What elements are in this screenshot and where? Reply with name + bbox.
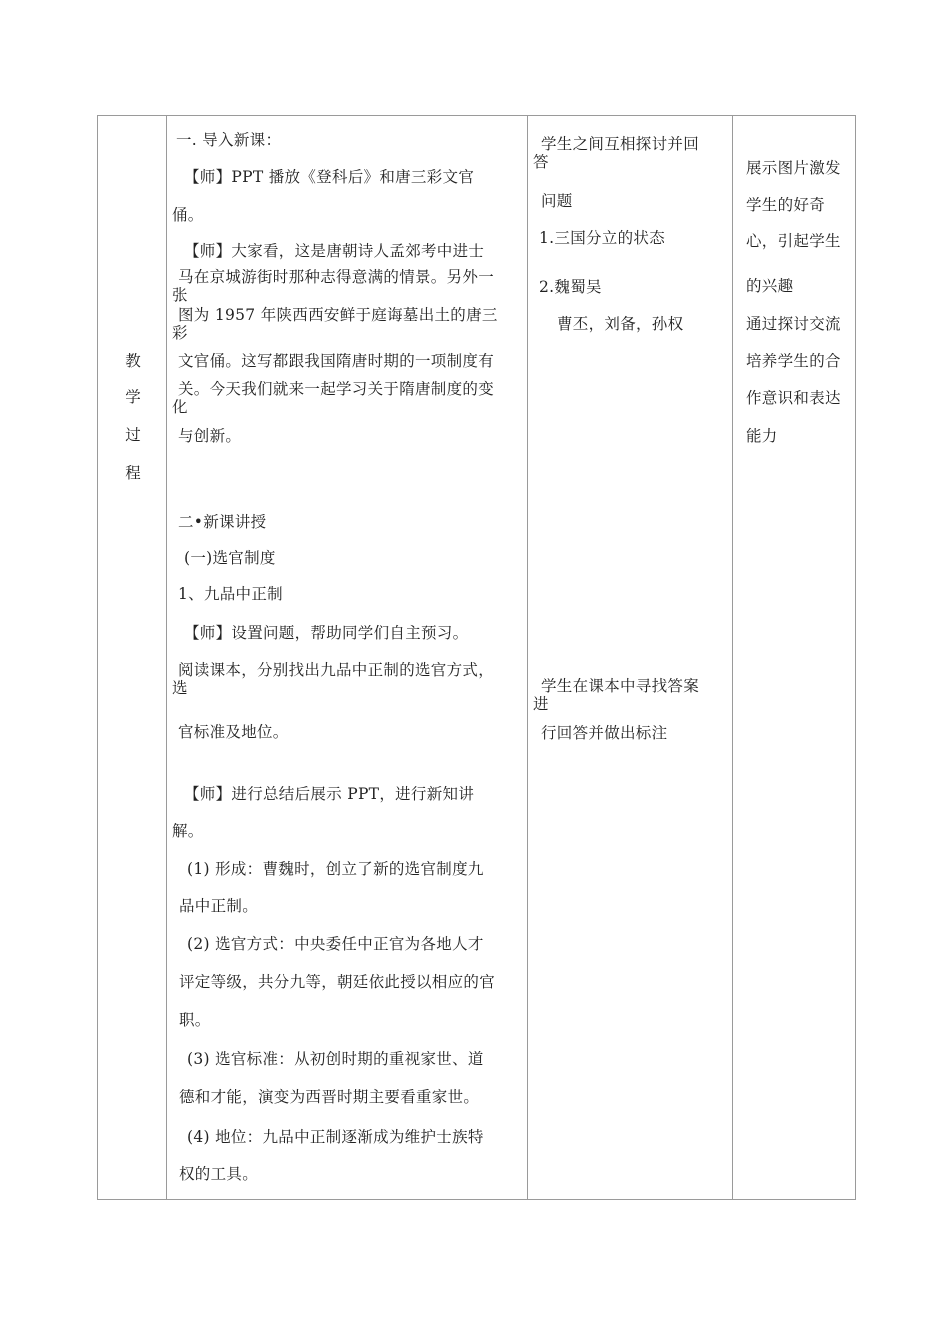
text-line: 【师】PPT 播放《登科后》和唐三彩文官 xyxy=(184,168,475,186)
text-line: 关。今天我们就来一起学习关于隋唐制度的变 xyxy=(178,380,495,398)
text-line: 的兴趣 xyxy=(746,277,794,295)
text-line: 马在京城游街时那种志得意满的情景。另外一 xyxy=(178,268,495,286)
text-line: 心，引起学生 xyxy=(746,232,841,250)
text-line: (1) 形成：曹魏时，创立了新的选官制度九 xyxy=(187,860,484,878)
text-line: 官标准及地位。 xyxy=(178,723,289,741)
text-line: 文官俑。这写都跟我国隋唐时期的一项制度有 xyxy=(178,352,495,370)
text-line: 行回答并做出标注 xyxy=(541,724,668,742)
text-line: 学生在课本中寻找答案 xyxy=(541,677,700,695)
text-line: 解。 xyxy=(172,822,204,840)
text-line: 学生之间互相探讨并回 xyxy=(541,135,700,153)
text-line: 化 xyxy=(172,398,188,416)
text-line: 学生的好奇 xyxy=(746,196,826,214)
stage-label-char: 程 xyxy=(125,464,141,482)
text-line: 能力 xyxy=(746,427,778,445)
text-line: 作意识和表达 xyxy=(746,389,841,407)
text-line: 阅读课本，分别找出九品中正制的选官方式， xyxy=(178,661,495,679)
teacher-activity-cell xyxy=(167,116,527,1199)
stage-label-char: 学 xyxy=(125,388,141,406)
text-line: 【师】进行总结后展示 PPT，进行新知讲 xyxy=(184,785,475,803)
text-line: 【师】大家看，这是唐朝诗人孟郊考中进士 xyxy=(184,242,485,260)
text-line: 答 xyxy=(533,153,549,171)
text-line: 2.魏蜀吴 xyxy=(539,278,602,296)
text-line: 图为 1957 年陕西西安鲜于庭诲墓出土的唐三 xyxy=(178,306,498,324)
lesson-table xyxy=(97,115,856,1200)
text-line: 职。 xyxy=(179,1011,211,1029)
design-intent-cell xyxy=(733,116,857,1199)
stage-label-char: 教 xyxy=(125,352,141,370)
text-line: (3) 选官标准：从初创时期的重视家世、道 xyxy=(187,1050,484,1068)
text-line: 德和才能，演变为西晋时期主要看重家世。 xyxy=(179,1088,480,1106)
text-line: 培养学生的合 xyxy=(746,352,841,370)
section-heading: 二•新课讲授 xyxy=(178,513,267,531)
text-line: 俑。 xyxy=(172,206,204,224)
subsection-heading: (一)选官制度 xyxy=(184,549,276,567)
text-line: (2) 选官方式：中央委任中正官为各地人才 xyxy=(187,935,484,953)
text-line: 与创新。 xyxy=(178,427,242,445)
student-activity-cell xyxy=(528,116,732,1199)
text-line: (4) 地位：九品中正制逐渐成为维护士族特 xyxy=(187,1128,484,1146)
text-line: 展示图片激发 xyxy=(746,159,841,177)
text-line: 张 xyxy=(172,286,188,304)
item-heading: 1、九品中正制 xyxy=(178,585,283,603)
stage-label-char: 过 xyxy=(125,426,141,444)
text-line: 【师】设置问题，帮助同学们自主预习。 xyxy=(184,624,469,642)
text-line: 曹丕，刘备，孙权 xyxy=(557,315,684,333)
text-line: 问题 xyxy=(541,192,573,210)
text-line: 通过探讨交流 xyxy=(746,315,841,333)
text-line: 权的工具。 xyxy=(179,1165,259,1183)
intro-heading: 一. 导入新课： xyxy=(176,131,282,149)
text-line: 选 xyxy=(172,679,188,697)
text-line: 品中正制。 xyxy=(179,897,259,915)
text-line: 评定等级，共分九等，朝廷依此授以相应的官 xyxy=(179,973,496,991)
stage-label-cell xyxy=(98,116,166,1199)
text-line: 进 xyxy=(533,695,549,713)
text-line: 彩 xyxy=(172,324,188,342)
text-line: 1.三国分立的状态 xyxy=(539,229,665,247)
